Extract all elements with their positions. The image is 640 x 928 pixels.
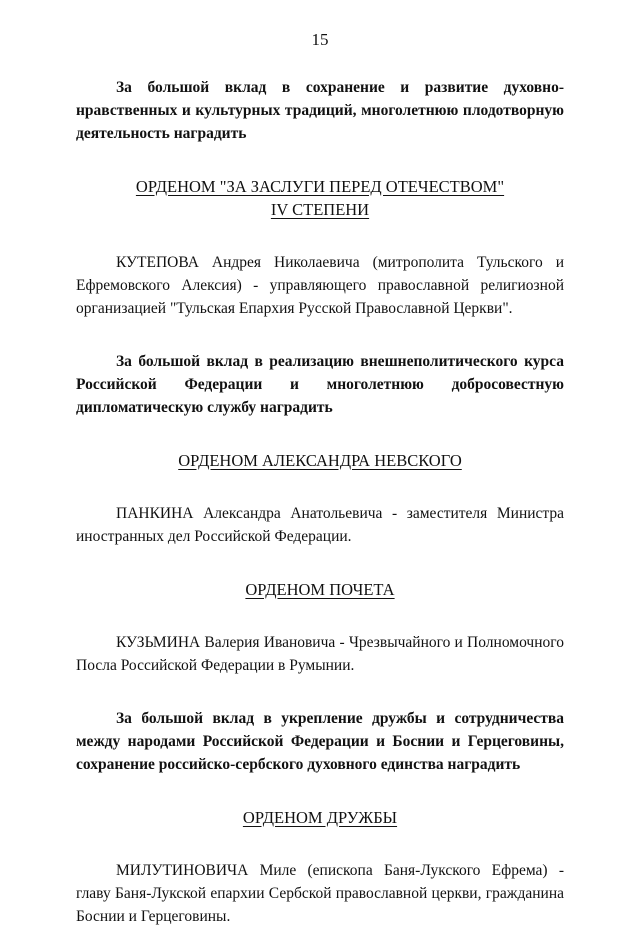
awardee-paragraph: КУЗЬМИНА Валерия Ивановича - Чрезвычайного и Полномочного Посла Российской Федерации в Румынии. (76, 634, 564, 674)
awardee-paragraph: КУТЕПОВА Андрея Николаевича (митрополита Тульского и Ефремовского Алексия) - управляющего православной религиозной организацией "Тульская Епархия Русской Православной Церкви". (76, 254, 564, 317)
order-title-line: ОРДЕНОМ ДРУЖБЫ (242, 808, 398, 827)
order-title-line: ОРДЕНОМ "ЗА ЗАСЛУГИ ПЕРЕД ОТЕЧЕСТВОМ" (135, 177, 505, 196)
page-number: 15 (311, 30, 329, 49)
award-preamble: За большой вклад в реализацию внешнеполитического курса Российской Федерации и многолетнюю добросовестную дипломатическую службу наградить (76, 353, 564, 416)
order-title (76, 578, 564, 601)
award-preamble: За большой вклад в укрепление дружбы и сотрудничества между народами Российской Федерации и Боснии и Герцеговины, сохранение российско-сербского духовного единства наградить (76, 710, 564, 773)
order-title-line: ОРДЕНОМ ПОЧЕТА (245, 580, 395, 599)
awardee-paragraph: ПАНКИНА Александра Анатольевича - заместителя Министра иностранных дел Российской Федерации. (76, 505, 564, 545)
order-title (76, 806, 564, 829)
order-title-line: IV СТЕПЕНИ (270, 200, 370, 219)
awardee-paragraph: МИЛУТИНОВИЧА Миле (епископа Баня-Лукского Ефрема) - главу Баня-Лукской епархии Сербской православной церкви, гражданина Боснии и Герцеговины. (76, 862, 564, 925)
order-title (76, 175, 564, 221)
award-preamble: За большой вклад в сохранение и развитие духовно-нравственных и культурных традиций, многолетнюю плодотворную деятельность наградить (76, 79, 564, 142)
decree-body (76, 76, 564, 928)
order-title-line: ОРДЕНОМ АЛЕКСАНДРА НЕВСКОГО (178, 451, 462, 470)
order-title (76, 449, 564, 472)
